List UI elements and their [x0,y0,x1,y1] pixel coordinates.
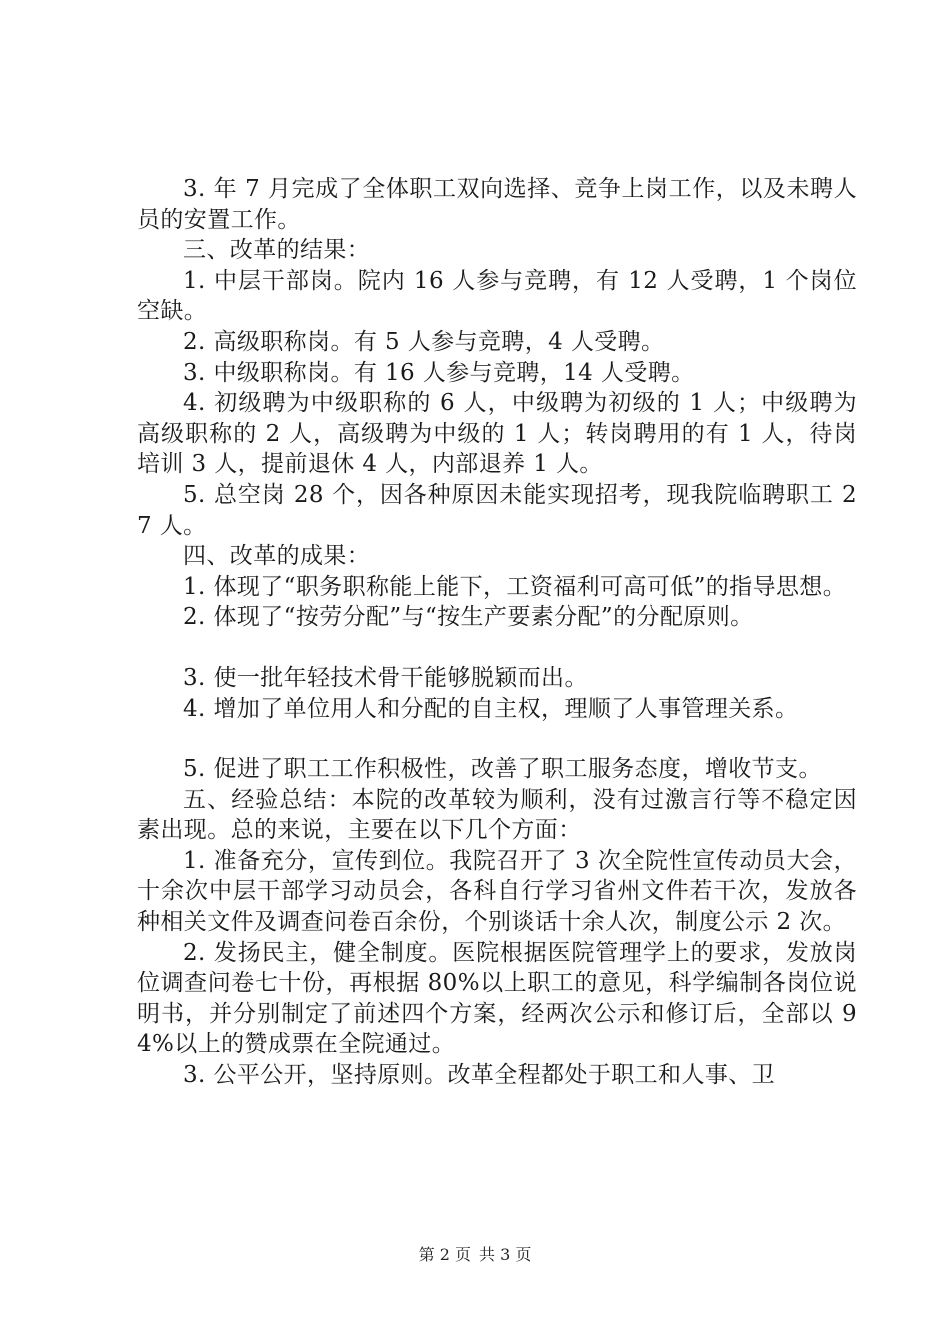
page-total: 共 3 页 [479,1245,532,1264]
document-body [137,174,857,1091]
paragraph: 2. 体现了“按劳分配”与“按生产要素分配”的分配原则。 [183,604,754,631]
section-heading: 五、经验总结：本院的改革较为顺利，没有过激言行等不稳定因素出现。总的来说，主要在以下几个方面： [137,786,857,844]
paragraph: 3. 中级职称岗。有 16 人参与竞聘，14 人受聘。 [183,359,695,386]
paragraph: 3. 年 7 月完成了全体职工双向选择、竞争上岗工作，以及未聘人员的安置工作。 [137,176,857,233]
page-number: 第 2 页 [418,1245,471,1264]
page-footer [0,1242,950,1265]
paragraph: 4. 初级聘为中级职称的 6 人，中级聘为初级的 1 人；中级聘为高级职称的 2 人，高级聘为中级的 1 人；转岗聘用的有 1 人，待岗培训 3 人，提前退休 4 人，内部退养 1 人。 [137,390,857,478]
paragraph: 5. 促进了职工工作积极性，改善了职工服务态度，增收节支。 [183,756,822,783]
paragraph: 1. 准备充分，宣传到位。我院召开了 3 次全院性宣传动员大会，十余次中层干部学习动员会，各科自行学习省州文件若干次，发放各种相关文件及调查问卷百余份，个别谈话十余人次，制度公示 2 次。 [137,847,857,936]
paragraph: 1. 体现了“职务职称能上能下，工资福利可高可低”的指导思想。 [183,573,847,600]
section-heading: 四、改革的成果： [183,543,371,570]
paragraph: 4. 增加了单位用人和分配的自主权，理顺了人事管理关系。 [183,695,799,722]
paragraph: 2. 高级职称岗。有 5 人参与竞聘，4 人受聘。 [183,328,665,355]
section-heading: 三、改革的结果： [183,237,371,264]
paragraph: 5. 总空岗 28 个，因各种原因未能实现招考，现我院临聘职工 27 人。 [137,481,857,539]
paragraph: 3. 使一批年轻技术骨干能够脱颖而出。 [183,664,588,691]
paragraph: 3. 公平公开，坚持原则。改革全程都处于职工和人事、卫 [183,1062,776,1089]
paragraph: 2. 发扬民主，健全制度。医院根据医院管理学上的要求，发放岗位调查问卷七十份，再根据 80%以上职工的意见，科学编制各岗位说明书，并分别制定了前述四个方案，经两次公示和修订后，全部以 94%以上的赞成票在全院通过。 [137,939,857,1058]
paragraph: 1. 中层干部岗。院内 16 人参与竞聘，有 12 人受聘，1 个岗位空缺。 [137,267,857,325]
